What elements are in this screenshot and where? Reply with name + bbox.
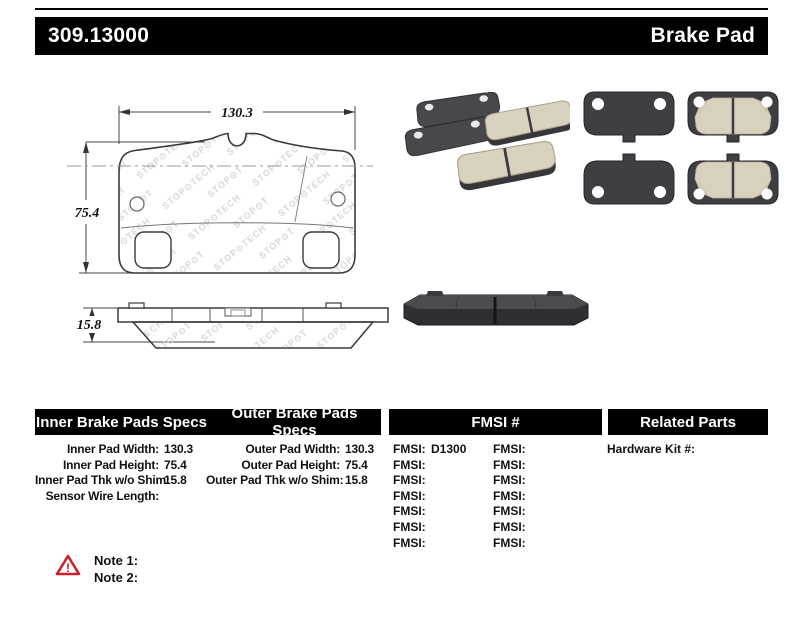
mounting-hole-right	[303, 232, 339, 268]
spec-value: 130.3	[164, 442, 194, 456]
fmsi-label: FMSI:	[393, 504, 426, 519]
fmsi-row	[393, 442, 591, 458]
fmsi-label: FMSI:	[493, 504, 526, 519]
spec-row	[35, 473, 193, 489]
edge-tab-left	[426, 291, 444, 296]
fmsi-label: FMSI:	[493, 488, 526, 503]
fmsi-header-bar	[389, 409, 602, 435]
plate-tab-right	[326, 303, 341, 308]
related-parts-header-bar	[608, 409, 768, 435]
outer-specs-column	[206, 442, 374, 489]
fmsi-row	[393, 520, 591, 536]
fmsi-label: FMSI:	[393, 457, 426, 472]
fmsi-value	[533, 520, 591, 536]
ceramic-pad-photo	[456, 141, 557, 192]
fmsi-value	[431, 458, 493, 474]
fmsi-row	[393, 536, 591, 552]
fmsi-value	[431, 504, 493, 520]
thickness-dim-label: 15.8	[76, 318, 102, 333]
fmsi-value	[533, 442, 591, 458]
note-label: Note 1:	[94, 553, 139, 568]
spec-label: Inner Pad Thk w/o Shim:	[35, 473, 170, 487]
fmsi-header: FMSI #	[471, 413, 520, 431]
related-parts-header: Related Parts	[640, 413, 736, 431]
spec-label: Sensor Wire Length:	[45, 488, 159, 503]
spec-row	[206, 473, 374, 489]
spec-value: 75.4	[164, 457, 187, 472]
fmsi-value	[431, 536, 493, 552]
spec-value: 130.3	[345, 442, 375, 456]
fmsi-label: FMSI:	[393, 442, 426, 456]
edge-tab-right	[546, 291, 564, 296]
fmsi-value	[533, 504, 591, 520]
fmsi-value	[533, 458, 591, 474]
pin-hole-left	[130, 197, 144, 211]
fmsi-label: FMSI:	[393, 535, 426, 550]
fmsi-value	[431, 473, 493, 489]
spec-row	[206, 442, 374, 458]
width-dimension	[119, 106, 355, 150]
note-line	[94, 569, 138, 586]
fmsi-value	[533, 473, 591, 489]
center-clip	[225, 308, 251, 316]
friction-material-edge	[133, 322, 373, 348]
photo-pads-flat-set	[578, 88, 784, 208]
fmsi-row	[393, 489, 591, 505]
spec-label: Outer Pad Height:	[241, 457, 340, 472]
product-type: Brake Pad	[650, 24, 755, 47]
mounting-hole-left	[135, 232, 171, 268]
spec-row	[35, 442, 193, 458]
fmsi-row	[393, 458, 591, 474]
fmsi-row	[393, 473, 591, 489]
part-number: 309.13000	[48, 24, 150, 47]
photo-pads-perspective	[398, 92, 570, 204]
front-view-drawing	[55, 78, 400, 293]
photo-pad-edge	[398, 284, 594, 336]
side-view-drawing	[55, 295, 400, 360]
fmsi-label: FMSI:	[493, 535, 526, 550]
spec-row	[206, 458, 374, 474]
fmsi-label: FMSI:	[493, 457, 526, 472]
spec-label: Outer Pad Thk w/o Shim:	[206, 473, 344, 487]
spec-row	[35, 489, 193, 505]
fmsi-label: FMSI:	[393, 473, 426, 488]
ceramic-pad-flat-photo	[688, 154, 778, 204]
fmsi-label: FMSI:	[493, 519, 526, 534]
top-rule	[35, 8, 768, 10]
specs-header-bar	[35, 405, 381, 439]
note-line	[94, 552, 138, 569]
fmsi-row	[393, 504, 591, 520]
fmsi-label: FMSI:	[493, 473, 526, 488]
fmsi-label: FMSI:	[493, 442, 526, 456]
fmsi-label: FMSI:	[393, 488, 426, 503]
spec-label: Outer Pad Width:	[245, 442, 340, 456]
fmsi-value: D1300	[431, 442, 467, 456]
note-label: Note 2:	[94, 570, 139, 585]
ceramic-pad-flat-photo	[688, 92, 778, 142]
fmsi-value	[431, 520, 493, 536]
back-pad-flat-photo	[584, 154, 674, 204]
spec-value: 15.8	[164, 473, 187, 487]
spec-row	[35, 458, 193, 474]
inner-specs-column	[35, 442, 193, 504]
fmsi-label: FMSI:	[393, 519, 426, 534]
fmsi-column	[393, 442, 591, 551]
outer-specs-header: Outer Brake Pads Specs	[231, 405, 358, 439]
fmsi-value	[431, 489, 493, 505]
related-parts-column	[607, 442, 700, 458]
spec-value: 15.8	[345, 473, 368, 487]
fmsi-value	[533, 536, 591, 552]
plate-tab-left	[129, 303, 144, 308]
pin-hole-right	[331, 192, 345, 206]
plate-edge	[118, 308, 388, 322]
width-dim-label: 130.3	[221, 106, 253, 121]
title-bar	[35, 17, 768, 55]
related-part-row	[607, 442, 700, 458]
back-pad-flat-photo	[584, 92, 674, 142]
fmsi-value	[533, 489, 591, 505]
spec-label: Inner Pad Height:	[63, 457, 159, 472]
warning-icon	[55, 553, 81, 577]
spec-label: Inner Pad Width:	[66, 442, 159, 456]
inner-specs-header: Inner Brake Pads Specs	[36, 413, 207, 431]
height-dim-label: 75.4	[74, 206, 100, 221]
notes-block	[94, 552, 138, 586]
spec-value: 75.4	[345, 457, 368, 472]
svg-text:!: !	[66, 561, 70, 575]
related-part-label: Hardware Kit #:	[607, 442, 696, 456]
